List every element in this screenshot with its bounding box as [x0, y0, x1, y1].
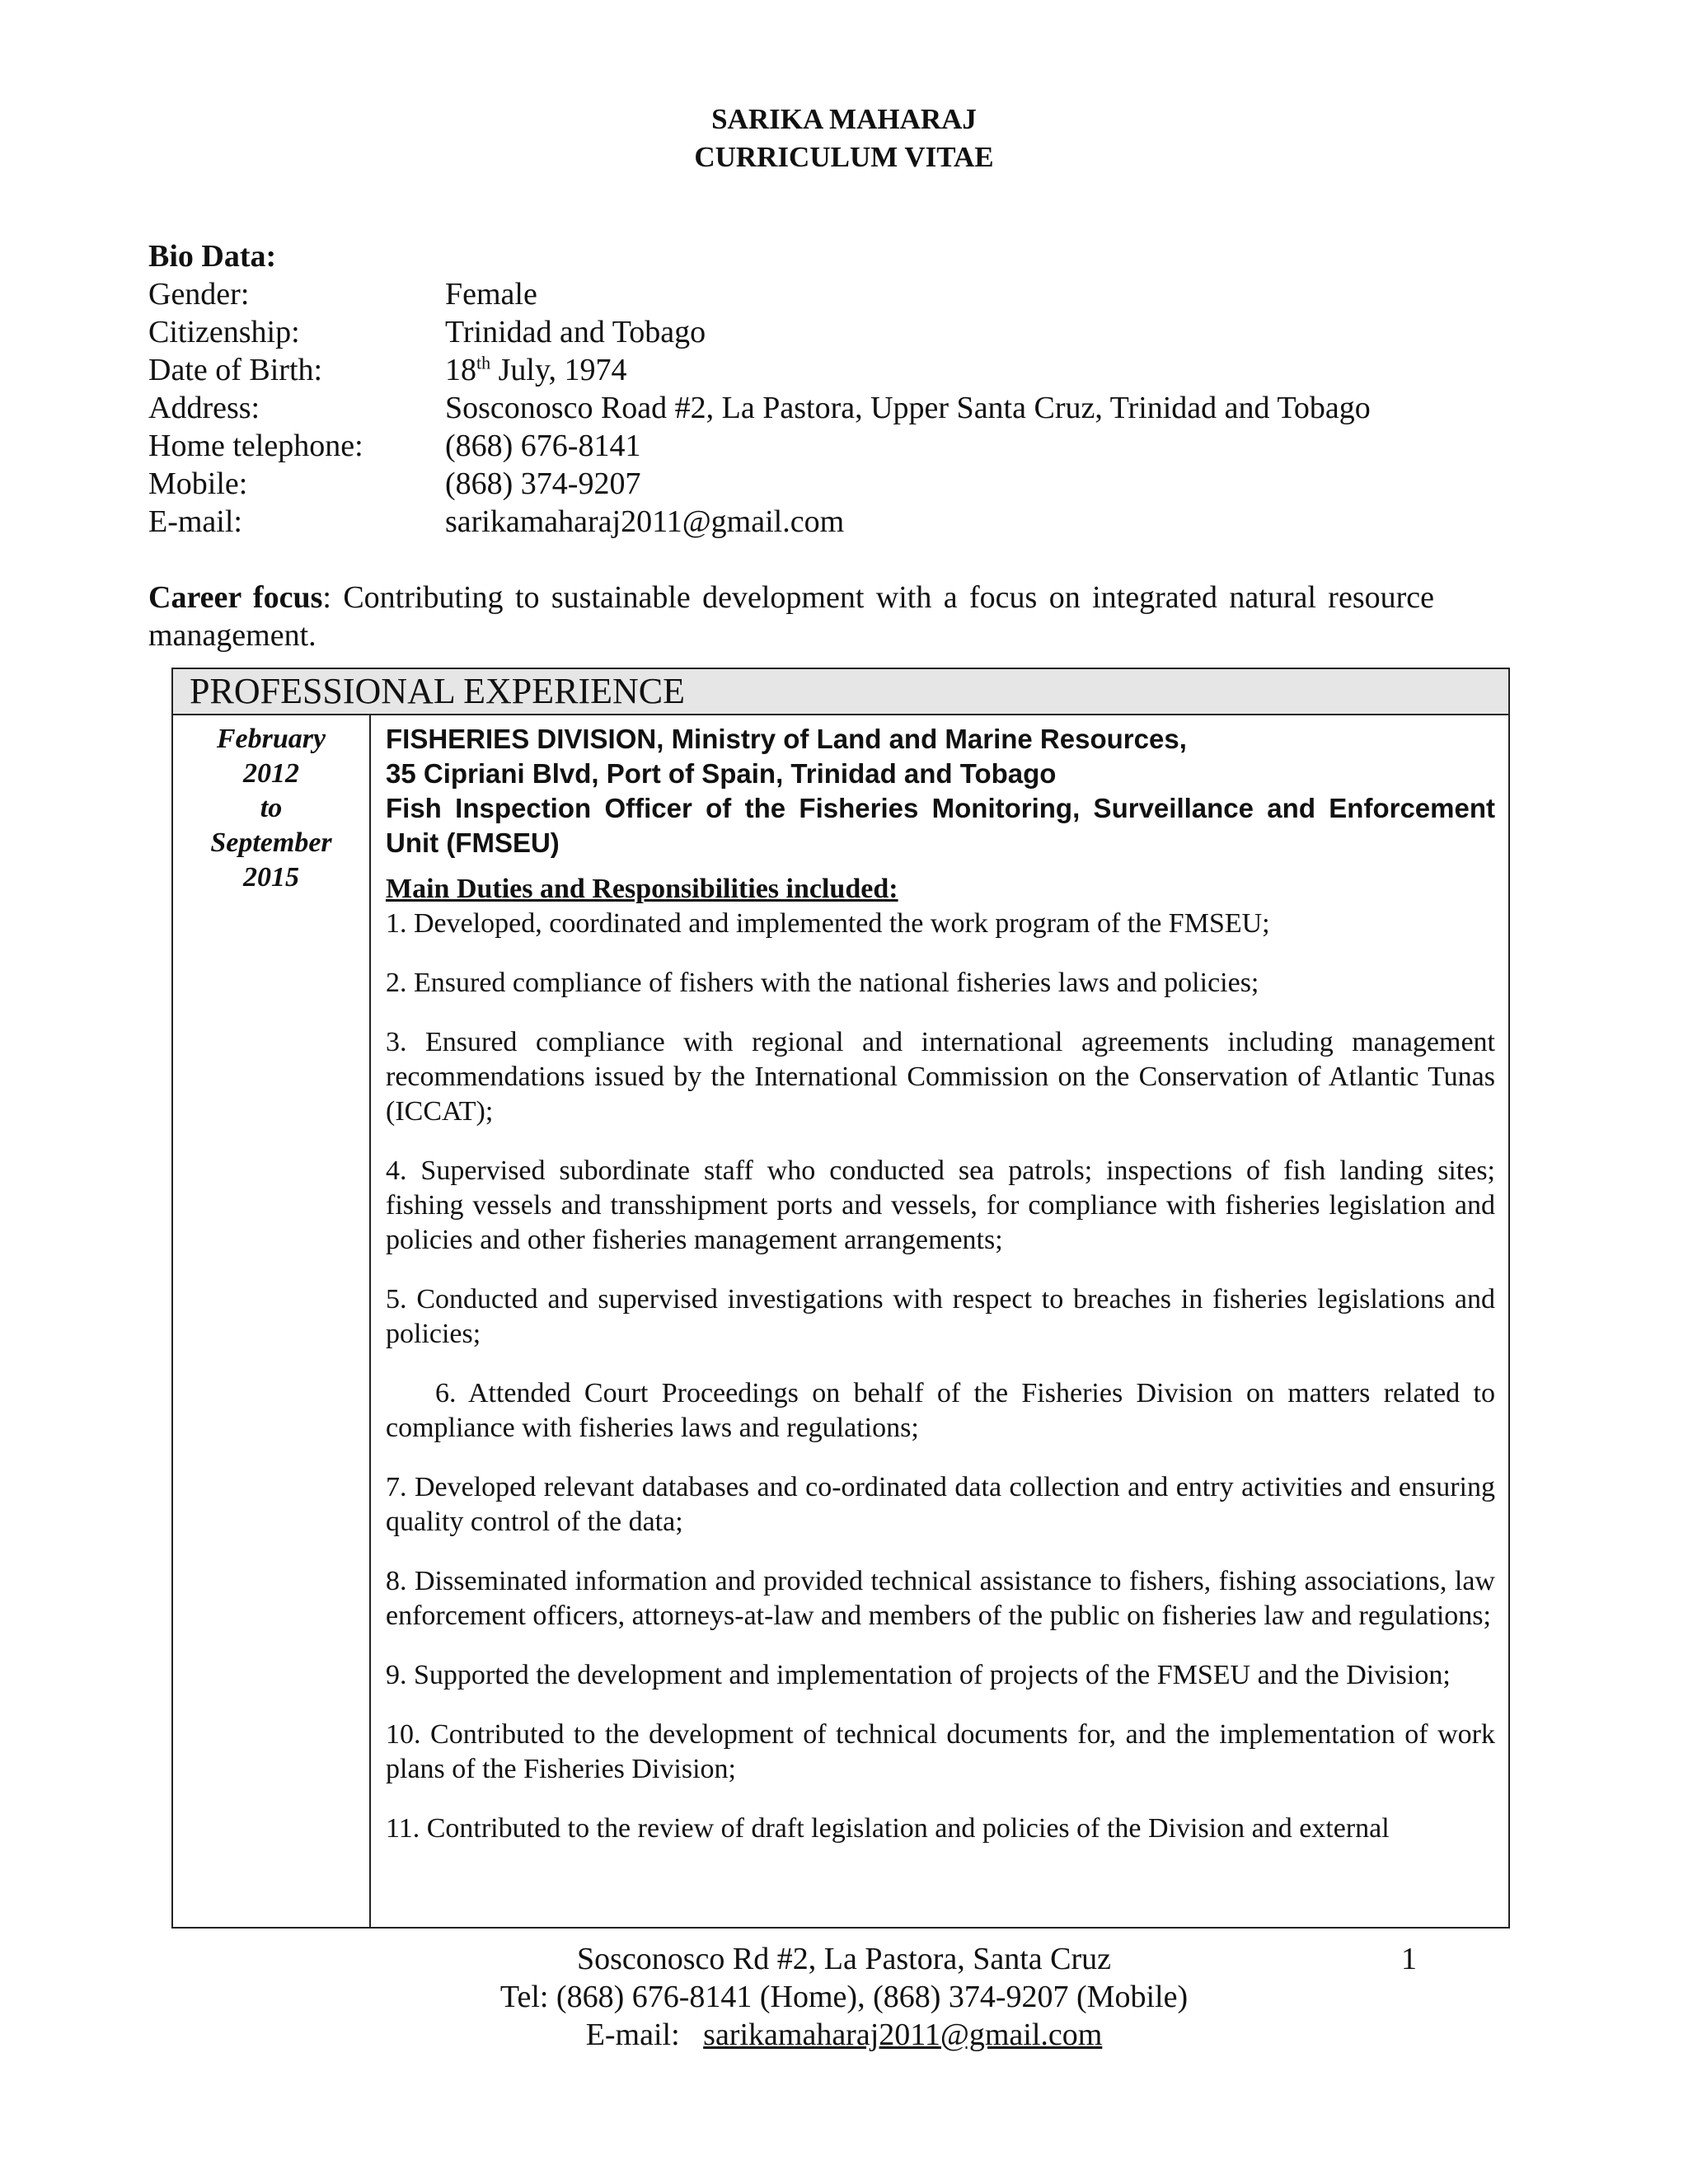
career-focus — [148, 579, 1434, 654]
period-start-year: 2012 — [243, 758, 299, 789]
duty-item: 3. Ensured compliance with regional and international agreements including management recommendations issued by the International Commission on the Conservation of Atlantic Tunas (ICCAT); — [386, 1027, 1495, 1127]
bio-label: Mobile: — [148, 466, 248, 501]
footer-email-label: E-mail: — [585, 2018, 680, 2052]
footer-email-line — [0, 2016, 1688, 2054]
person-name: SARIKA MAHARAJ — [711, 103, 977, 135]
bio-data-list — [148, 275, 1550, 541]
period-end-month: September — [210, 827, 332, 858]
bio-value: sarikamaharaj2011@gmail.com — [445, 504, 845, 539]
period-start-month: February — [216, 724, 326, 754]
professional-experience-table — [171, 668, 1510, 1929]
bio-row-mobile — [148, 465, 1550, 503]
professional-experience-heading: PROFESSIONAL EXPERIENCE — [173, 669, 1508, 715]
dob-rest: July, 1974 — [490, 353, 627, 387]
bio-label: Date of Birth: — [148, 353, 323, 387]
bio-row-email — [148, 503, 1550, 541]
employment-period — [173, 715, 371, 1929]
dob-ordinal: th — [476, 352, 491, 373]
bio-value: (868) 676-8141 — [445, 429, 641, 463]
bio-data-heading: Bio Data: — [148, 239, 277, 274]
duty-item: 6. Attended Court Proceedings on behalf of the Fisheries Division on matters related to compliance with fisheries laws and regulations; — [386, 1378, 1495, 1443]
bio-label: Citizenship: — [148, 315, 300, 349]
bio-value: (868) 374-9207 — [445, 466, 641, 501]
bio-row-citizenship — [148, 313, 1550, 351]
bio-label: Home telephone: — [148, 429, 363, 463]
bio-label: Address: — [148, 391, 260, 425]
period-to: to — [260, 793, 283, 823]
dob-day: 18 — [445, 353, 476, 387]
employer-name: FISHERIES DIVISION, Ministry of Land and Marine Resources, — [386, 724, 1187, 754]
page-number: 1 — [1401, 1942, 1417, 1976]
footer-address: Sosconosco Rd #2, La Pastora, Santa Cruz — [576, 1942, 1112, 1976]
bio-row-address — [148, 389, 1550, 427]
duty-item: 7. Developed relevant databases and co-ordinated data collection and entry activities and ensuring quality control of the data; — [386, 1472, 1495, 1537]
page-footer — [0, 1940, 1688, 2054]
duty-item: 1. Developed, coordinated and implemented the work program of the FMSEU; — [386, 908, 1270, 939]
cv-header — [0, 101, 1688, 176]
bio-row-home-telephone — [148, 427, 1550, 465]
bio-row-date-of-birth — [148, 351, 1550, 389]
bio-label: Gender: — [148, 277, 250, 312]
bio-label: E-mail: — [148, 504, 242, 539]
duties-heading: Main Duties and Responsibilities included: — [386, 874, 898, 904]
bio-value — [445, 351, 1550, 389]
career-focus-label: Career focus — [148, 580, 323, 615]
employer-address: 35 Cipriani Blvd, Port of Spain, Trinidad and Tobago — [386, 758, 1057, 789]
employment-details — [371, 715, 1510, 1929]
duty-item: 9. Supported the development and implementation of projects of the FMSEU and the Division; — [386, 1660, 1451, 1690]
footer-email-link[interactable]: sarikamaharaj2011@gmail.com — [703, 2018, 1103, 2052]
duty-item: 4. Supervised subordinate staff who conducted sea patrols; inspections of fish landing sites; fishing vessels and transshipment ports and vessels, for compliance with fisheries legislation and policies and other fisheries management arrangements; — [386, 1155, 1495, 1255]
duty-item: 2. Ensured compliance of fishers with the national fisheries laws and policies; — [386, 968, 1259, 998]
bio-row-gender — [148, 275, 1550, 313]
duty-item: 11. Contributed to the review of draft legislation and policies of the Division and external — [386, 1813, 1390, 1844]
footer-telephone: Tel: (868) 676-8141 (Home), (868) 374-9207 (Mobile) — [499, 1980, 1189, 2014]
duty-item: 5. Conducted and supervised investigations with respect to breaches in fisheries legislations and policies; — [386, 1284, 1495, 1349]
bio-value: Trinidad and Tobago — [445, 315, 706, 349]
duty-item: 10. Contributed to the development of technical documents for, and the implementation of work plans of the Fisheries Division; — [386, 1719, 1495, 1784]
duty-item: 8. Disseminated information and provided technical assistance to fishers, fishing associations, law enforcement officers, attorneys-at-law and members of the public on fisheries law and regulations; — [386, 1566, 1495, 1631]
career-focus-text: : Contributing to sustainable development with a focus on integrated natural resource management. — [148, 580, 1434, 653]
document-title: CURRICULUM VITAE — [694, 141, 994, 173]
bio-value: Female — [445, 277, 537, 312]
bio-value: Sosconosco Road #2, La Pastora, Upper Santa Cruz, Trinidad and Tobago — [445, 391, 1371, 425]
job-title: Fish Inspection Officer of the Fisheries Monitoring, Surveillance and Enforcement Unit (FMSEU) — [386, 793, 1495, 858]
period-end-year: 2015 — [243, 862, 299, 893]
